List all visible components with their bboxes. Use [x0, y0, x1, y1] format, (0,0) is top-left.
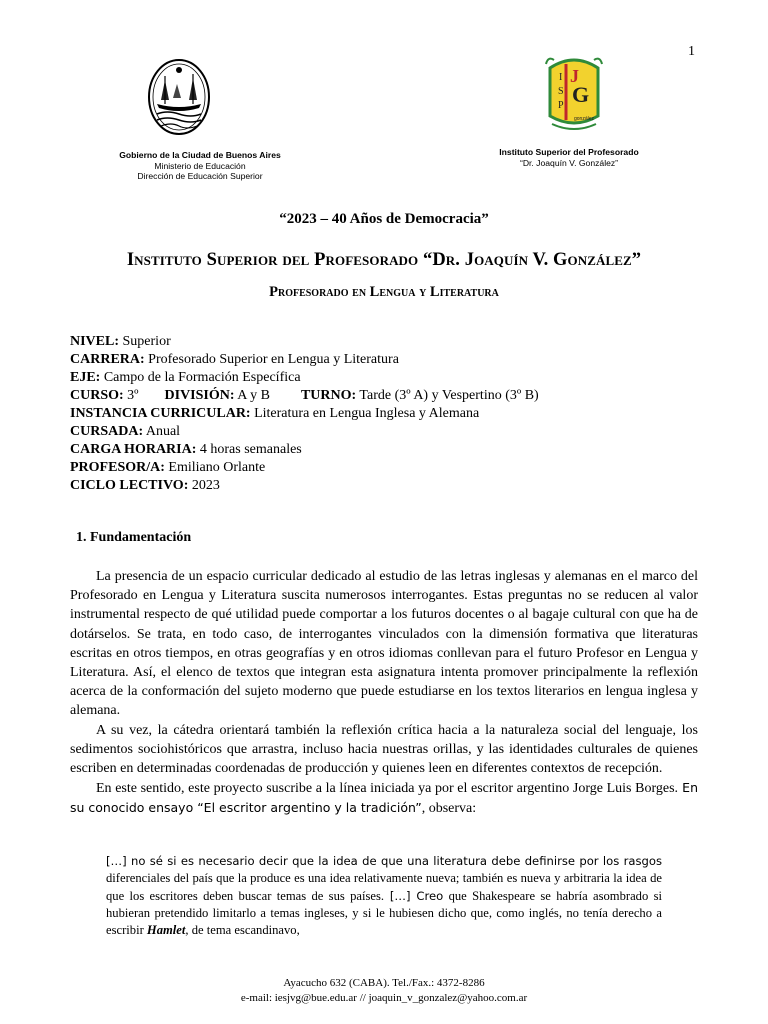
paragraph-3-text: En este sentido, este proyecto suscribe a la línea iniciada ya por el escritor argentino Jorge Luis Borges. — [96, 781, 679, 797]
meta-eje — [70, 369, 710, 387]
meta-value: Literatura en Lengua Inglesa y Alemana — [250, 406, 480, 421]
meta-carga — [70, 441, 710, 459]
meta-curso — [70, 387, 710, 405]
meta-value: Emiliano Orlante — [164, 460, 266, 475]
meta-value: Tarde (3º A) y Vespertino (3º B) — [356, 388, 539, 403]
meta-label: NIVEL: — [70, 334, 120, 349]
svg-text:J: J — [570, 66, 579, 86]
paragraph-1: La presencia de un espacio curricular dedicado al estudio de las letras inglesas y alemanas en el marco del Profesorado en Lengua y Literatura suscita numerosos interrogantes. Estas preguntas no se reducen al valor instrumental respecto de qué utilidad puede comportar a los futuros docentes o al bagaje cultural con que ha de dotárselos. Se trata, en todo caso, de interrogantes vinculados con la dimensión formativa que literaturas escritas en otros tiempos, en otras geografías y en otros idiomas conllevan para el futuro Profesor en Lengua y Literatura. Así, el elenco de textos que integran esta asignatura intenta promover principalmente la reflexión acerca de la conformación del sujeto moderno que puede estudiarse en los textos literarios en lengua inglesa y alemana. — [70, 569, 698, 719]
svg-text:gonzález: gonzález — [574, 116, 595, 122]
svg-text:S: S — [558, 86, 564, 97]
meta-value: 3º — [123, 388, 139, 403]
meta-profesor — [70, 459, 710, 477]
meta-nivel — [70, 333, 710, 351]
header-institute-subtitle: “Dr. Joaquín V. González” — [519, 157, 619, 168]
header-institute-block — [474, 147, 664, 168]
meta-value: Profesorado Superior en Lengua y Literatura — [144, 352, 399, 367]
header-government-block — [80, 150, 320, 182]
meta-label: TURNO: — [300, 388, 357, 403]
meta-instancia — [70, 405, 710, 423]
paragraph-3-end: , observa: — [421, 801, 477, 817]
svg-text:I: I — [559, 72, 563, 83]
meta-value: Superior — [119, 334, 171, 349]
quote-text: , de tema escandinavo, — [185, 923, 300, 938]
block-quote — [106, 853, 662, 939]
footer-email: e-mail: iesjvg@bue.edu.ar // joaquin_v_gonzalez@yahoo.com.ar — [240, 992, 528, 1004]
quote-text: diferenciales del país que la produce es una idea relativamente nueva; también es nueva y arbitraria la idea de que los escritores deben buscar temas de sus países. — [106, 871, 662, 903]
meta-carrera — [70, 351, 710, 369]
meta-label: CARRERA: — [70, 352, 145, 367]
meta-label: CURSO: — [70, 388, 124, 403]
quote-hamlet-title: Hamlet — [146, 923, 186, 938]
svg-text:P: P — [558, 100, 564, 111]
section-title: 1. Fundamentación — [76, 530, 192, 545]
meta-label: DIVISIÓN: — [164, 388, 235, 403]
meta-label: CICLO LECTIVO: — [70, 478, 189, 493]
motto: “2023 – 40 Años de Democracia” — [279, 211, 489, 227]
meta-value: A y B — [234, 388, 270, 403]
meta-cursada — [70, 423, 710, 441]
svg-text:G: G — [572, 82, 590, 107]
quote-text: que Shakespeare se habría asombrado si hubieran pretendido limitarlo a temas ingleses, y si le hubiesen dicho que, como inglés, no tenía derecho a escribir — [106, 888, 662, 938]
paragraph-2: A su vez, la cátedra orientará también la reflexión crítica hacia a la naturaleza social del lenguaje, los sedimentos sociohistóricos que arrastra, incluso hacia nuestras orillas, y las identidades culturales de quienes escriben en determinadas coordenadas de producción y quienes leen en diferentes contextos de recepción. — [70, 722, 698, 777]
header-institute-name: Instituto Superior del Profesorado — [499, 147, 639, 157]
program-title: Profesorado en Lengua y Literatura — [269, 284, 499, 300]
meta-label: CURSADA: — [70, 424, 144, 439]
header-ministry: Ministerio de Educación — [154, 160, 246, 171]
header-direction: Dirección de Educación Superior — [137, 171, 263, 181]
paragraph-3-essay-ref: En su conocido ensayo “El escritor argentino y la tradición” — [70, 780, 698, 816]
meta-label: EJE: — [70, 370, 101, 385]
quote-text: […] Creo — [384, 888, 444, 903]
meta-label: INSTANCIA CURRICULAR: — [70, 406, 251, 421]
footer-address: Ayacucho 632 (CABA). Tel./Fax.: 4372-8286 — [283, 977, 485, 989]
meta-value: 4 horas semanales — [196, 442, 302, 457]
isp-jvg-logo — [540, 50, 608, 138]
page-number: 1 — [688, 44, 695, 59]
meta-value: Campo de la Formación Específica — [100, 370, 301, 385]
buenos-aires-coat-of-arms-logo — [147, 58, 211, 136]
header-government-name: Gobierno de la Ciudad de Buenos Aires — [119, 150, 281, 160]
quote-text: […] no sé si es necesario decir que la idea de que una literatura debe definirse por los rasgos — [106, 854, 662, 868]
meta-label: PROFESOR/A: — [70, 460, 165, 475]
meta-ciclo — [70, 477, 710, 495]
meta-value: Anual — [143, 424, 181, 439]
institute-title: Instituto Superior del Profesorado “Dr. Joaquín V. González” — [126, 250, 642, 270]
footer — [0, 976, 768, 1006]
course-metadata — [70, 333, 710, 495]
meta-label: CARGA HORARIA: — [70, 442, 197, 457]
body-text — [70, 567, 698, 819]
meta-value: 2023 — [188, 478, 220, 493]
paragraph-3 — [70, 778, 698, 818]
